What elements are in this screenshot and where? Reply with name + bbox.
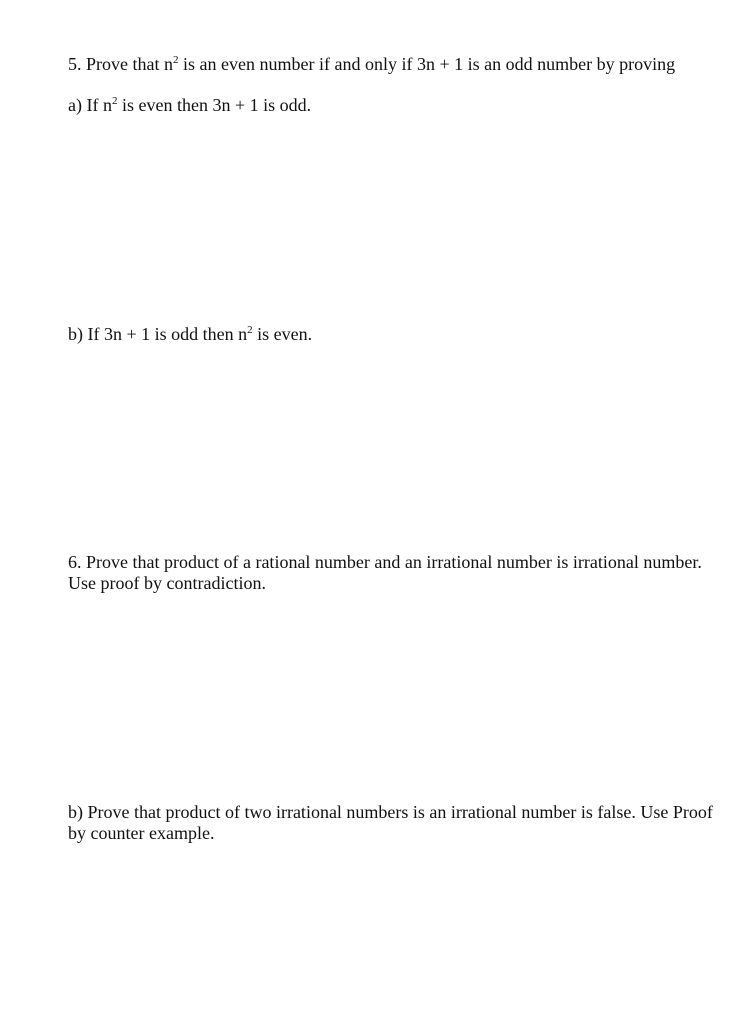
question-5 — [68, 54, 675, 75]
question-6 — [68, 552, 716, 594]
q6-line-2: Use proof by contradiction. — [68, 573, 266, 593]
q5-text: 5. Prove that n — [68, 54, 173, 74]
q6b-line-2: by counter example. — [68, 823, 215, 843]
question-6b — [68, 802, 716, 844]
q5a-text-cont: is even then 3n + 1 is odd. — [117, 95, 312, 115]
q5b-text-cont: is even. — [252, 324, 313, 344]
q5b-text: b) If 3n + 1 is odd then n — [68, 324, 248, 344]
question-5b — [68, 324, 312, 345]
q5b-superscript: 2 — [247, 324, 253, 336]
q6b-line-1: b) Prove that product of two irrational numbers is an irrational number is false. Use Proof — [68, 802, 713, 822]
q5-text-cont: is an even number if and only if 3n + 1 is an odd number by proving — [178, 54, 676, 74]
q5-superscript: 2 — [173, 54, 179, 66]
q6-line-1: 6. Prove that product of a rational number and an irrational number is irrational number. — [68, 552, 702, 572]
q5a-superscript: 2 — [111, 95, 118, 107]
q5a-text: a) If n — [68, 95, 112, 115]
question-5a — [68, 95, 311, 116]
